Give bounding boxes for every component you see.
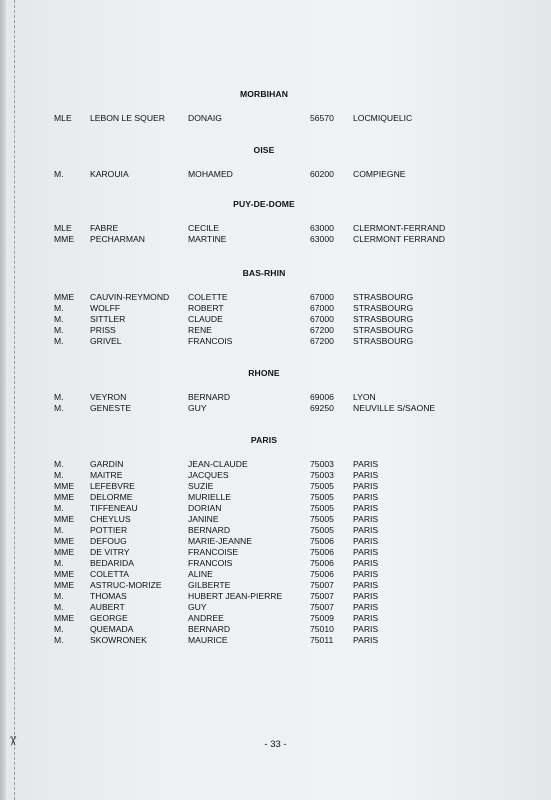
postal-code: 75009 xyxy=(310,613,334,623)
postal-code: 69006 xyxy=(310,392,334,402)
postal-code: 63000 xyxy=(310,234,334,244)
last-name: KAROUIA xyxy=(90,169,129,179)
list-item xyxy=(54,624,474,635)
postal-code: 67000 xyxy=(310,292,334,302)
list-item xyxy=(54,536,474,547)
civility: MME xyxy=(54,492,75,502)
city: STRASBOURG xyxy=(353,325,414,335)
first-name: MARTINE xyxy=(188,234,227,244)
city: COMPIEGNE xyxy=(353,169,406,179)
city: PARIS xyxy=(353,503,379,513)
city: PARIS xyxy=(353,525,379,535)
section-rows xyxy=(54,113,474,124)
civility: MME xyxy=(54,580,75,590)
first-name: JEAN-CLAUDE xyxy=(188,459,248,469)
address-list xyxy=(54,88,474,646)
last-name: LEBON LE SQUER xyxy=(90,113,165,123)
list-item xyxy=(54,314,474,325)
list-item xyxy=(54,392,474,403)
section-heading: BAS-RHIN xyxy=(242,268,286,278)
last-name: PECHARMAN xyxy=(90,234,145,244)
postal-code: 75007 xyxy=(310,591,334,601)
last-name: DEFOUG xyxy=(90,536,127,546)
first-name: GUY xyxy=(188,602,207,612)
postal-code: 75006 xyxy=(310,536,334,546)
civility: M. xyxy=(54,635,64,645)
postal-code: 75006 xyxy=(310,569,334,579)
list-item xyxy=(54,514,474,525)
civility: MME xyxy=(54,569,75,579)
list-item xyxy=(54,325,474,336)
first-name: FRANCOIS xyxy=(188,336,233,346)
first-name: FRANCOIS xyxy=(188,558,233,568)
city: PARIS xyxy=(353,580,379,590)
postal-code: 75011 xyxy=(310,635,334,645)
postal-code: 75005 xyxy=(310,514,334,524)
first-name: JANINE xyxy=(188,514,219,524)
civility: MME xyxy=(54,547,75,557)
city: PARIS xyxy=(353,536,379,546)
last-name: AUBERT xyxy=(90,602,125,612)
last-name: THOMAS xyxy=(90,591,127,601)
civility: MME xyxy=(54,481,75,491)
postal-code: 67000 xyxy=(310,314,334,324)
postal-code: 75007 xyxy=(310,580,334,590)
list-item xyxy=(54,635,474,646)
city: PARIS xyxy=(353,514,379,524)
list-item xyxy=(54,223,474,234)
civility: MME xyxy=(54,292,75,302)
postal-code: 67000 xyxy=(310,303,334,313)
civility: M. xyxy=(54,470,64,480)
city: LOCMIQUELIC xyxy=(353,113,413,123)
list-item xyxy=(54,169,474,180)
first-name: BERNARD xyxy=(188,525,231,535)
section-heading: PARIS xyxy=(250,435,278,445)
postal-code: 75003 xyxy=(310,470,334,480)
last-name: GARDIN xyxy=(90,459,124,469)
last-name: POTTIER xyxy=(90,525,128,535)
first-name: BERNARD xyxy=(188,392,231,402)
last-name: CHEYLUS xyxy=(90,514,131,524)
last-name: GENESTE xyxy=(90,403,132,413)
list-item xyxy=(54,481,474,492)
city: STRASBOURG xyxy=(353,303,414,313)
city: PARIS xyxy=(353,569,379,579)
civility: MME xyxy=(54,536,75,546)
civility: MME xyxy=(54,514,75,524)
first-name: DORIAN xyxy=(188,503,222,513)
city: NEUVILLE S/SAONE xyxy=(353,403,436,413)
section-heading: MORBIHAN xyxy=(239,89,289,99)
last-name: SITTLER xyxy=(90,314,126,324)
civility: M. xyxy=(54,624,64,634)
last-name: GEORGE xyxy=(90,613,128,623)
list-item xyxy=(54,569,474,580)
civility: M. xyxy=(54,392,64,402)
postal-code: 75006 xyxy=(310,547,334,557)
city: PARIS xyxy=(353,624,379,634)
postal-code: 75005 xyxy=(310,503,334,513)
section-rows xyxy=(54,169,474,180)
postal-code: 56570 xyxy=(310,113,334,123)
first-name: GILBERTE xyxy=(188,580,231,590)
civility: MLE xyxy=(54,113,72,123)
last-name: VEYRON xyxy=(90,392,127,402)
list-item xyxy=(54,336,474,347)
last-name: MAITRE xyxy=(90,470,123,480)
civility: M. xyxy=(54,314,64,324)
section-rows xyxy=(54,223,474,245)
list-item xyxy=(54,547,474,558)
list-item xyxy=(54,613,474,624)
postal-code: 69250 xyxy=(310,403,334,413)
city: PARIS xyxy=(353,459,379,469)
list-item xyxy=(54,580,474,591)
last-name: CAUVIN-REYMOND xyxy=(90,292,170,302)
list-item xyxy=(54,113,474,124)
first-name: HUBERT JEAN-PIERRE xyxy=(188,591,283,601)
civility: M. xyxy=(54,602,64,612)
postal-code: 75006 xyxy=(310,558,334,568)
civility: MLE xyxy=(54,223,72,233)
last-name: TIFFENEAU xyxy=(90,503,138,513)
first-name: DONAIG xyxy=(188,113,222,123)
postal-code: 67200 xyxy=(310,325,334,335)
first-name: FRANCOISE xyxy=(188,547,239,557)
city: STRASBOURG xyxy=(353,292,414,302)
civility: M. xyxy=(54,558,64,568)
postal-code: 75010 xyxy=(310,624,334,634)
civility: M. xyxy=(54,503,64,513)
last-name: LEFEBVRE xyxy=(90,481,135,491)
last-name: QUEMADA xyxy=(90,624,134,634)
list-item xyxy=(54,292,474,303)
first-name: ANDREE xyxy=(188,613,224,623)
last-name: SKOWRONEK xyxy=(90,635,147,645)
postal-code: 75005 xyxy=(310,481,334,491)
section-heading: PUY-DE-DOME xyxy=(233,199,295,209)
civility: M. xyxy=(54,403,64,413)
scissors-icon: ✂ xyxy=(5,735,21,747)
first-name: COLETTE xyxy=(188,292,228,302)
city: STRASBOURG xyxy=(353,336,414,346)
last-name: FABRE xyxy=(90,223,119,233)
page-number: - 33 - xyxy=(264,739,287,750)
section-heading: RHONE xyxy=(248,368,280,378)
first-name: MARIE-JEANNE xyxy=(188,536,252,546)
civility: M. xyxy=(54,591,64,601)
postal-code: 75007 xyxy=(310,602,334,612)
list-item xyxy=(54,558,474,569)
last-name: BEDARIDA xyxy=(90,558,134,568)
list-item xyxy=(54,470,474,481)
last-name: DE VITRY xyxy=(90,547,130,557)
city: PARIS xyxy=(353,481,379,491)
last-name: COLETTA xyxy=(90,569,129,579)
city: LYON xyxy=(353,392,376,402)
city: PARIS xyxy=(353,492,379,502)
first-name: MURIELLE xyxy=(188,492,231,502)
civility: M. xyxy=(54,303,64,313)
city: PARIS xyxy=(353,613,379,623)
section-heading: OISE xyxy=(253,145,275,155)
first-name: ROBERT xyxy=(188,303,224,313)
civility: M. xyxy=(54,325,64,335)
section-rows xyxy=(54,292,474,347)
list-item xyxy=(54,459,474,470)
civility: M. xyxy=(54,336,64,346)
civility: MME xyxy=(54,234,75,244)
city: CLERMONT-FERRAND xyxy=(353,223,446,233)
first-name: ALINE xyxy=(188,569,213,579)
section-rows xyxy=(54,459,474,646)
last-name: DELORME xyxy=(90,492,133,502)
city: PARIS xyxy=(353,591,379,601)
last-name: ASTRUC-MORIZE xyxy=(90,580,162,590)
first-name: SUZIE xyxy=(188,481,214,491)
list-item xyxy=(54,525,474,536)
postal-code: 75005 xyxy=(310,525,334,535)
civility: MME xyxy=(54,613,75,623)
list-item xyxy=(54,492,474,503)
city: STRASBOURG xyxy=(353,314,414,324)
first-name: MAURICE xyxy=(188,635,228,645)
first-name: GUY xyxy=(188,403,207,413)
postal-code: 63000 xyxy=(310,223,334,233)
civility: M. xyxy=(54,459,64,469)
first-name: CECILE xyxy=(188,223,220,233)
list-item xyxy=(54,602,474,613)
last-name: GRIVEL xyxy=(90,336,122,346)
list-item xyxy=(54,503,474,514)
last-name: WOLFF xyxy=(90,303,121,313)
first-name: BERNARD xyxy=(188,624,231,634)
civility: M. xyxy=(54,169,64,179)
city: PARIS xyxy=(353,635,379,645)
postal-code: 67200 xyxy=(310,336,334,346)
section-rows xyxy=(54,392,474,414)
city: PARIS xyxy=(353,558,379,568)
list-item xyxy=(54,591,474,602)
first-name: CLAUDE xyxy=(188,314,223,324)
list-item xyxy=(54,303,474,314)
postal-code: 75005 xyxy=(310,492,334,502)
list-item xyxy=(54,403,474,414)
city: PARIS xyxy=(353,547,379,557)
page-binding xyxy=(0,0,6,800)
city: PARIS xyxy=(353,602,379,612)
first-name: MOHAMED xyxy=(188,169,233,179)
first-name: RENE xyxy=(188,325,212,335)
postal-code: 60200 xyxy=(310,169,334,179)
perforation-line xyxy=(14,0,15,800)
postal-code: 75003 xyxy=(310,459,334,469)
city: PARIS xyxy=(353,470,379,480)
list-item xyxy=(54,234,474,245)
last-name: PRISS xyxy=(90,325,116,335)
city: CLERMONT FERRAND xyxy=(353,234,445,244)
civility: M. xyxy=(54,525,64,535)
first-name: JACQUES xyxy=(188,470,229,480)
